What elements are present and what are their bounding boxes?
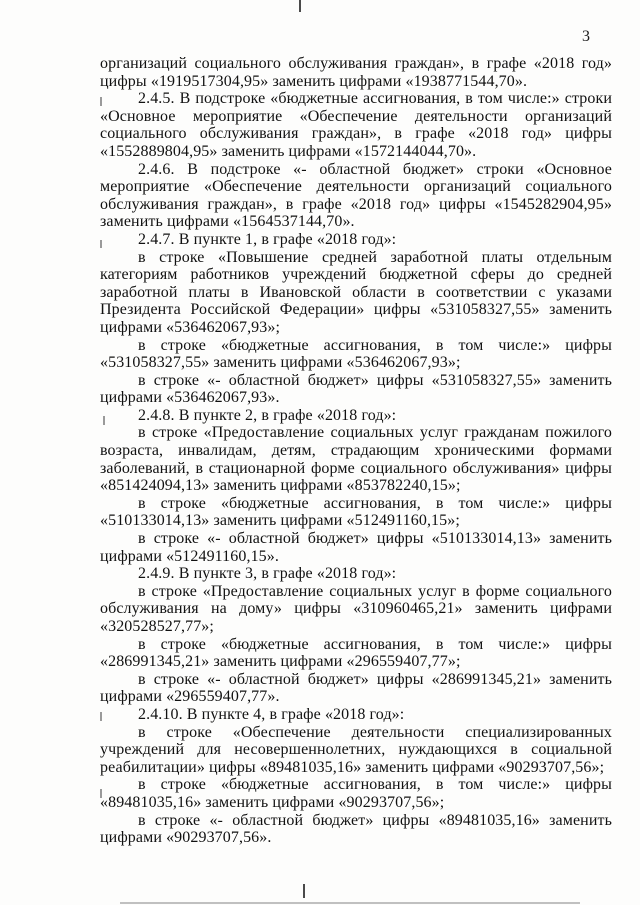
paragraph-subitem: в строке «Предоставление социальных услуг в форме социального обслуживания на дому» цифры «310960465,21» заменить цифрами «320528527,77»; [100,582,612,635]
paragraph-2-4-8: 2.4.8. В пункте 2, в графе «2018 год»: [138,406,397,424]
paragraph-subitem: в строке «- областной бюджет» цифры «286991345,21» заменить цифрами «296559407,77». [100,670,612,706]
paragraph-subitem: в строке «бюджетные ассигнования, в том числе:» цифры «510133014,13» заменить цифрами «512491160,15»; [100,494,612,530]
paragraph-subitem: в строке «- областной бюджет» цифры «89481035,16» заменить цифрами «90293707,56». [100,811,612,847]
paragraph-2-4-10: 2.4.10. В пункте 4, в графе «2018 год»: [138,705,405,723]
paragraph-2-4-9: 2.4.9. В пункте 3, в графе «2018 год»: [138,565,397,583]
paragraph-2-4-7: 2.4.7. В пункте 1, в графе «2018 год»: [138,230,397,248]
scan-artifact [303,884,305,898]
paragraph-subitem: в строке «Обеспечение деятельности специализированных учреждений для несовершеннолетних, нуждающихся в социальной реабилитации» цифры «89481035,16» заменить цифрами «90293707,56»; [100,723,612,776]
page-number: 3 [582,28,590,45]
paragraph-2-4-6: 2.4.6. В подстроке «- областной бюджет» строки «Основное мероприятие «Обеспечение деятельности организаций социального обслуживания граждан», в графе «2018 год» цифры «1545282904,95» заменить цифрами «1564537144,70». [100,160,612,231]
scan-artifact [299,0,301,12]
paragraph-subitem: в строке «Предоставление социальных услуг гражданам пожилого возраста, инвалидам, детям, страдающим хроническими формами заболеваний, в стационарной форме социального обслуживания» цифры «851424094,13» заменить цифрами «853782240,15»; [100,424,612,495]
paragraph-continuation: организаций социального обслуживания граждан», в графе «2018 год» цифры «1919517304,95» заменить цифрами «1938771544,70». [100,55,612,90]
paragraph-2-4-5: 2.4.5. В подстроке «бюджетные ассигнования, в том числе:» строки «Основное мероприятие «Обеспечение деятельности организаций социального обслуживания граждан», в графе «2018 год» цифры «1552889804,95» заменить цифрами «1572144044,70». [100,90,612,160]
paragraph-subitem: в строке «Повышение средней заработной платы отдельным категориям работников учреждений бюджетной сферы до средней заработной платы в Ивановской области в соответствии с указами Президента Российской Федерации» цифры «531058327,55» заменить цифрами «536462067,93»; [100,248,612,336]
scan-page-edge [120,902,580,904]
paragraph-subitem: в строке «- областной бюджет» цифры «531058327,55» заменить цифрами «536462067,93». [100,371,612,407]
paragraph-subitem: в строке «бюджетные ассигнования, в том числе:» цифры «531058327,55» заменить цифрами «536462067,93»; [100,336,612,372]
paragraph-subitem: в строке «бюджетные ассигнования, в том числе:» цифры «286991345,21» заменить цифрами «296559407,77»; [100,635,612,671]
paragraph-subitem: в строке «бюджетные ассигнования, в том числе:» цифры «89481035,16» заменить цифрами «90293707,56»; [100,776,612,811]
document-body [100,55,612,847]
paragraph-subitem: в строке «- областной бюджет» цифры «510133014,13» заменить цифрами «512491160,15». [100,530,612,565]
